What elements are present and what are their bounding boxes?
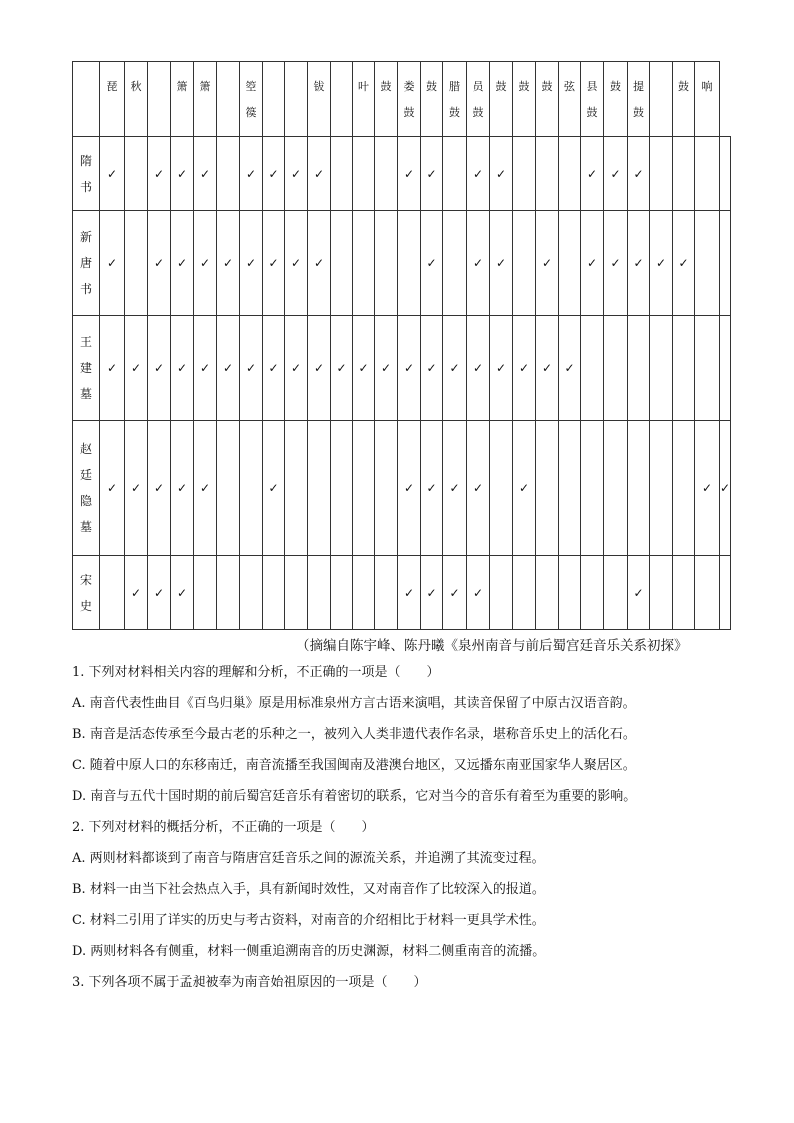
check-mark-icon: ✓ (472, 481, 484, 495)
check-cell (604, 137, 628, 211)
check-cell (695, 137, 720, 211)
table-header (73, 62, 731, 137)
header-row (73, 62, 731, 137)
check-mark-icon: ✓ (633, 256, 644, 270)
table-row (73, 421, 731, 556)
check-mark-icon: ✓ (701, 481, 713, 495)
check-mark-icon: ✓ (153, 256, 165, 270)
check-cell (628, 421, 650, 556)
check-cell (331, 421, 353, 556)
check-mark-icon: ✓ (268, 361, 279, 375)
check-mark-icon: ✓ (495, 361, 507, 375)
check-cell (559, 556, 581, 630)
check-mark-icon: ✓ (290, 256, 302, 270)
header-cell: 鼓 (421, 62, 443, 137)
check-cell (720, 316, 731, 421)
check-cell (467, 421, 490, 556)
check-mark-icon: ✓ (449, 481, 460, 495)
question-stem: 1. 下列对材料相关内容的理解和分析，不正确的一项是（ ） (72, 665, 440, 680)
check-mark-icon: ✓ (449, 361, 460, 375)
row-label: 隋 书 (73, 137, 100, 211)
header-cell: 箫 (171, 62, 194, 137)
check-cell (673, 316, 695, 421)
header-cell: 琵 (100, 62, 125, 137)
check-mark-icon: ✓ (426, 256, 437, 270)
check-cell (443, 137, 467, 211)
check-cell (673, 556, 695, 630)
check-cell (695, 316, 720, 421)
check-cell (490, 211, 513, 316)
check-mark-icon: ✓ (199, 256, 211, 270)
check-mark-icon: ✓ (472, 361, 484, 375)
check-cell (353, 556, 375, 630)
check-mark-icon: ✓ (610, 166, 621, 181)
check-cell (490, 316, 513, 421)
check-cell (353, 316, 375, 421)
check-cell (720, 137, 731, 211)
check-cell (513, 137, 536, 211)
check-cell (217, 211, 240, 316)
header-cell: 县 鼓 (581, 62, 604, 137)
check-cell (467, 137, 490, 211)
check-cell (263, 211, 285, 316)
check-mark-icon: ✓ (245, 361, 257, 375)
check-cell (285, 137, 308, 211)
check-cell (217, 421, 240, 556)
check-cell (581, 421, 604, 556)
check-cell (628, 556, 650, 630)
check-cell (443, 211, 467, 316)
check-cell (353, 211, 375, 316)
header-cell: 秋 (125, 62, 148, 137)
check-cell (285, 421, 308, 556)
check-mark-icon: ✓ (518, 361, 530, 375)
check-cell (650, 137, 673, 211)
check-cell (650, 421, 673, 556)
answer-option: A. 两则材料都谈到了南音与隋唐宫廷音乐之间的源流关系，并追溯了其流变过程。 (72, 851, 545, 866)
check-mark-icon: ✓ (222, 361, 234, 375)
header-cell (285, 62, 308, 137)
check-cell (421, 211, 443, 316)
check-cell (443, 421, 467, 556)
header-cell: 鼓 (513, 62, 536, 137)
check-mark-icon: ✓ (290, 361, 302, 375)
check-cell (695, 556, 720, 630)
check-cell (650, 211, 673, 316)
check-cell (513, 421, 536, 556)
check-mark-icon: ✓ (586, 166, 598, 181)
check-cell (194, 421, 217, 556)
check-cell (263, 137, 285, 211)
check-cell (171, 137, 194, 211)
check-mark-icon: ✓ (720, 481, 731, 495)
check-mark-icon: ✓ (130, 481, 142, 495)
answer-option: D. 两则材料各有侧重，材料一侧重追溯南音的历史渊源，材料二侧重南音的流播。 (72, 944, 546, 959)
check-cell (308, 421, 331, 556)
check-cell (536, 137, 559, 211)
check-mark-icon: ✓ (130, 585, 142, 600)
check-cell (240, 211, 263, 316)
check-mark-icon: ✓ (472, 585, 484, 600)
table-body (73, 137, 731, 630)
check-cell (194, 316, 217, 421)
check-mark-icon: ✓ (176, 256, 188, 270)
check-cell (650, 556, 673, 630)
check-mark-icon: ✓ (106, 256, 118, 270)
check-mark-icon: ✓ (633, 166, 644, 181)
answer-option: B. 南音是活态传承至今最古老的乐种之一，被列入人类非遗代表作名录，堪称音乐史上的活化石。 (72, 727, 636, 742)
check-mark-icon: ✓ (153, 481, 165, 495)
check-mark-icon: ✓ (313, 166, 325, 181)
header-cell (148, 62, 171, 137)
check-cell (559, 137, 581, 211)
check-mark-icon: ✓ (426, 481, 437, 495)
check-cell (100, 316, 125, 421)
check-cell (240, 421, 263, 556)
header-cell: 弦 (559, 62, 581, 137)
table-row (73, 211, 731, 316)
check-cell (308, 211, 331, 316)
check-cell (217, 137, 240, 211)
check-mark-icon: ✓ (403, 166, 415, 181)
check-cell (398, 137, 421, 211)
check-cell (217, 556, 240, 630)
check-mark-icon: ✓ (106, 166, 118, 181)
check-cell (604, 556, 628, 630)
check-mark-icon: ✓ (176, 585, 188, 600)
check-mark-icon: ✓ (426, 166, 437, 181)
check-cell (536, 211, 559, 316)
check-cell (285, 316, 308, 421)
check-mark-icon: ✓ (153, 585, 165, 600)
answer-option: C. 材料二引用了详实的历史与考古资料，对南音的介绍相比于材料一更具学术性。 (72, 913, 545, 928)
check-mark-icon: ✓ (222, 256, 234, 270)
check-mark-icon: ✓ (426, 361, 437, 375)
check-cell (673, 211, 695, 316)
check-cell (217, 316, 240, 421)
header-cell (263, 62, 285, 137)
check-cell (673, 137, 695, 211)
check-cell (673, 421, 695, 556)
check-mark-icon: ✓ (358, 361, 369, 375)
check-mark-icon: ✓ (610, 256, 621, 270)
check-cell (559, 211, 581, 316)
check-cell (467, 211, 490, 316)
check-mark-icon: ✓ (199, 361, 211, 375)
check-cell (125, 316, 148, 421)
check-cell (628, 137, 650, 211)
check-mark-icon: ✓ (199, 166, 211, 181)
check-mark-icon: ✓ (403, 585, 415, 600)
check-mark-icon: ✓ (106, 361, 118, 375)
check-cell (263, 316, 285, 421)
check-mark-icon: ✓ (472, 166, 484, 181)
header-cell: 鼓 (536, 62, 559, 137)
check-cell (720, 421, 731, 556)
check-cell (398, 316, 421, 421)
check-mark-icon: ✓ (564, 361, 575, 375)
header-cell: 员 鼓 (467, 62, 490, 137)
check-cell (125, 421, 148, 556)
header-cell: 鼓 (375, 62, 398, 137)
header-cell: 钹 (308, 62, 331, 137)
check-cell (559, 421, 581, 556)
check-cell (353, 421, 375, 556)
table-row (73, 316, 731, 421)
check-mark-icon: ✓ (176, 361, 188, 375)
check-cell (148, 316, 171, 421)
answer-option: C. 随着中原人口的东移南迁，南音流播至我国闽南及港澳台地区，又远播东南亚国家华人聚居区。 (72, 758, 636, 773)
check-cell (375, 556, 398, 630)
check-cell (581, 556, 604, 630)
check-cell (467, 316, 490, 421)
check-cell (604, 316, 628, 421)
check-mark-icon: ✓ (541, 361, 553, 375)
check-cell (194, 137, 217, 211)
check-mark-icon: ✓ (245, 256, 257, 270)
check-mark-icon: ✓ (678, 256, 689, 270)
check-cell (513, 316, 536, 421)
check-cell (125, 137, 148, 211)
table-row (73, 556, 731, 630)
check-cell (263, 556, 285, 630)
check-cell (240, 556, 263, 630)
check-cell (421, 137, 443, 211)
check-mark-icon: ✓ (313, 361, 325, 375)
row-label: 王 建 墓 (73, 316, 100, 421)
check-mark-icon: ✓ (130, 361, 142, 375)
question-stem: 3. 下列各项不属于孟昶被奉为南音始祖原因的一项是（ ） (72, 975, 427, 990)
check-mark-icon: ✓ (336, 361, 347, 375)
check-cell (353, 137, 375, 211)
check-mark-icon: ✓ (176, 166, 188, 181)
check-cell (536, 556, 559, 630)
check-cell (331, 556, 353, 630)
header-cell: 响 (695, 62, 720, 137)
check-cell (581, 316, 604, 421)
header-cell: 鼓 (604, 62, 628, 137)
check-cell (536, 316, 559, 421)
check-mark-icon: ✓ (403, 361, 415, 375)
check-cell (720, 211, 731, 316)
header-cell (650, 62, 673, 137)
check-mark-icon: ✓ (153, 166, 165, 181)
check-cell (490, 556, 513, 630)
check-cell (443, 556, 467, 630)
header-cell: 腊 鼓 (443, 62, 467, 137)
check-cell (194, 211, 217, 316)
check-cell (398, 421, 421, 556)
header-cell: 箫 (194, 62, 217, 137)
source-citation: （摘编自陈宇峰、陈丹曦《泉州南音与前后蜀宫廷音乐关系初探》 (296, 638, 688, 654)
check-mark-icon: ✓ (199, 481, 211, 495)
check-mark-icon: ✓ (495, 256, 507, 270)
answer-option: D. 南音与五代十国时期的前后蜀宫廷音乐有着密切的联系，它对当今的音乐有着至为重要的影响。 (72, 789, 637, 804)
check-mark-icon: ✓ (153, 361, 165, 375)
check-cell (148, 421, 171, 556)
check-cell (490, 421, 513, 556)
row-label: 新 唐 书 (73, 211, 100, 316)
header-cell: 鼓 (490, 62, 513, 137)
table-row (73, 137, 731, 211)
check-cell (398, 211, 421, 316)
header-cell: 提 鼓 (628, 62, 650, 137)
check-cell (375, 137, 398, 211)
check-cell (148, 211, 171, 316)
check-cell (100, 556, 125, 630)
check-cell (513, 211, 536, 316)
check-cell (125, 556, 148, 630)
check-cell (331, 211, 353, 316)
check-mark-icon: ✓ (313, 256, 325, 270)
check-cell (171, 556, 194, 630)
check-cell (398, 556, 421, 630)
header-cell (331, 62, 353, 137)
check-mark-icon: ✓ (655, 256, 667, 270)
check-cell (171, 316, 194, 421)
check-cell (421, 421, 443, 556)
check-cell (720, 556, 731, 630)
check-cell (100, 421, 125, 556)
check-cell (331, 137, 353, 211)
check-cell (604, 211, 628, 316)
row-label: 宋 史 (73, 556, 100, 630)
check-cell (375, 211, 398, 316)
answer-option: A. 南音代表性曲目《百鸟归巢》原是用标准泉州方言古语来演唱，其读音保留了中原古汉语音韵。 (72, 696, 636, 711)
check-mark-icon: ✓ (380, 361, 392, 375)
check-cell (148, 556, 171, 630)
check-mark-icon: ✓ (176, 481, 188, 495)
check-mark-icon: ✓ (290, 166, 302, 181)
check-mark-icon: ✓ (245, 166, 257, 181)
check-cell (467, 556, 490, 630)
check-cell (375, 316, 398, 421)
check-cell (443, 316, 467, 421)
check-mark-icon: ✓ (472, 256, 484, 270)
header-cell: 鼓 (673, 62, 695, 137)
check-cell (375, 421, 398, 556)
check-mark-icon: ✓ (268, 256, 279, 270)
check-cell (285, 211, 308, 316)
check-mark-icon: ✓ (268, 166, 279, 181)
check-cell (263, 421, 285, 556)
check-cell (194, 556, 217, 630)
check-cell (559, 316, 581, 421)
check-cell (171, 211, 194, 316)
check-mark-icon: ✓ (541, 256, 553, 270)
check-cell (513, 556, 536, 630)
check-mark-icon: ✓ (426, 585, 437, 600)
check-cell (148, 137, 171, 211)
check-mark-icon: ✓ (586, 256, 598, 270)
check-cell (695, 421, 720, 556)
check-cell (421, 556, 443, 630)
check-cell (240, 316, 263, 421)
check-cell (308, 316, 331, 421)
check-mark-icon: ✓ (106, 481, 118, 495)
header-cell: 叶 (353, 62, 375, 137)
check-mark-icon: ✓ (268, 481, 279, 495)
answer-option: B. 材料一由当下社会热点入手，具有新闻时效性，又对南音作了比较深入的报道。 (72, 882, 545, 897)
check-mark-icon: ✓ (518, 481, 530, 495)
check-cell (308, 137, 331, 211)
check-mark-icon: ✓ (495, 166, 507, 181)
check-cell (308, 556, 331, 630)
check-cell (581, 211, 604, 316)
check-cell (695, 211, 720, 316)
check-cell (490, 137, 513, 211)
check-cell (536, 421, 559, 556)
check-cell (100, 211, 125, 316)
header-cell: 娄 鼓 (398, 62, 421, 137)
check-cell (650, 316, 673, 421)
question-list (72, 663, 732, 1004)
check-cell (421, 316, 443, 421)
header-cell (217, 62, 240, 137)
check-mark-icon: ✓ (449, 585, 460, 600)
check-cell (628, 316, 650, 421)
check-cell (100, 137, 125, 211)
check-cell (125, 211, 148, 316)
check-cell (604, 421, 628, 556)
check-mark-icon: ✓ (633, 585, 644, 600)
instrument-table (72, 61, 731, 630)
check-cell (240, 137, 263, 211)
check-cell (628, 211, 650, 316)
header-cell (73, 62, 100, 137)
row-label: 赵 廷 隐 墓 (73, 421, 100, 556)
check-cell (331, 316, 353, 421)
check-mark-icon: ✓ (403, 481, 415, 495)
question-stem: 2. 下列对材料的概括分析，不正确的一项是（ ） (72, 820, 375, 835)
check-cell (171, 421, 194, 556)
header-cell: 箜 篌 (240, 62, 263, 137)
check-cell (581, 137, 604, 211)
check-cell (285, 556, 308, 630)
